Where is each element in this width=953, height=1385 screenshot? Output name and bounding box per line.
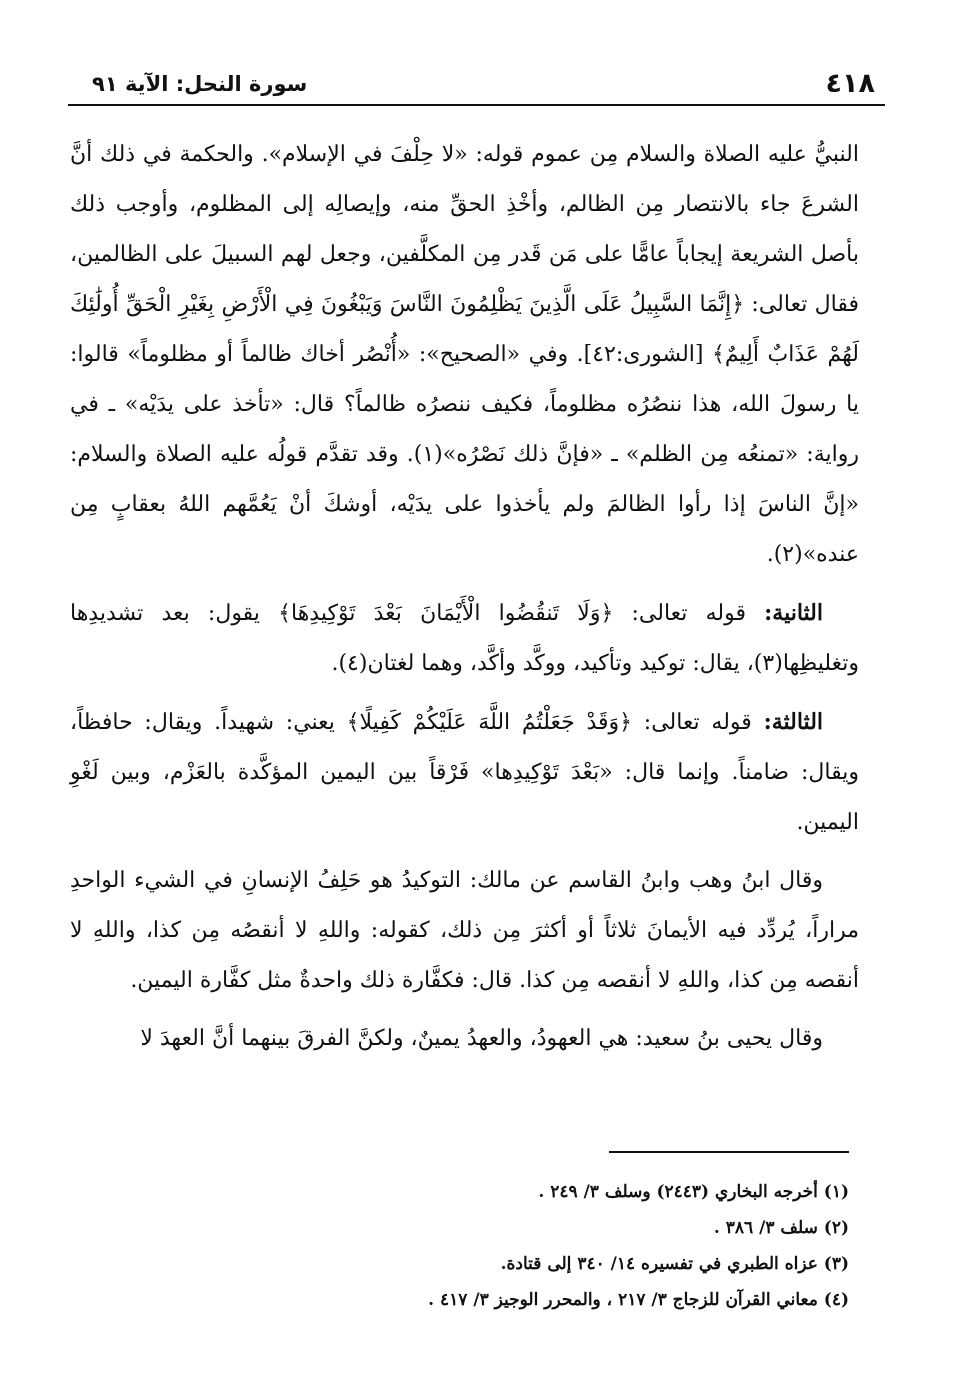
paragraph-4 [70,856,859,1006]
page-header [68,66,885,106]
footnotes [70,1174,849,1318]
paragraph-1-text: النبيُّ عليه الصلاة والسلام مِن عموم قوله: «لا حِلْفَ في الإسلام». والحكمة في ذلك أنَّ الشرعَ جاء بالانتصار مِن الظالم، وأخْذِ الحقِّ منه، وإيصالِه إلى المظلوم، وأوجب ذلك بأصل الشريعة إيجاباً عامًّا على مَن قَدر مِن المكلَّفين، وجعل لهم السبيلَ على الظالمين، فقال تعالى: ﴿إِنَّمَا السَّبِيلُ عَلَى الَّذِينَ يَظْلِمُونَ النَّاسَ وَيَبْغُونَ فِي الْأَرْضِ بِغَيْرِ الْحَقِّ أُولَٰئِكَ لَهُمْ عَذَابٌ أَلِيمٌ﴾ [الشورى:٤٢]. وفي «الصحيح»: «أُنْصُر أخاك ظالماً أو مظلوماً» قالوا: يا رسولَ الله، هذا ننصُرُه مظلوماً، فكيف ننصرُه ظالماً؟ قال: «تأخذ على يدَيْه» ـ في رواية: «تمنعُه مِن الظلم» ـ «فإنَّ ذلك نَصْرُه»(١). وقد تقدَّم قولُه عليه الصلاة والسلام: «إنَّ الناسَ إذا رأوا الظالمَ ولم يأخذوا على يدَيْه، أوشكَ أنْ يَعُمَّهم اللهُ بعقابٍ مِن عنده»(٢). [70,142,859,567]
paragraph-5-text: وقال يحيى بنُ سعيد: هي العهودُ، والعهدُ يمينٌ، ولكنَّ الفرقَ بينهما أنَّ العهدَ لا [140,1026,823,1051]
section-label-third: الثالثة: [763,709,824,735]
main-text [70,130,859,1064]
page-number: ٤١٨ [825,68,875,99]
paragraph-5 [70,1014,859,1064]
section-label-second: الثانية: [764,600,823,626]
running-title: سورة النحل: الآية ٩١ [92,72,308,96]
paragraph-2-text: قوله تعالى: ﴿وَلَا تَنقُضُوا الْأَيْمَانَ بَعْدَ تَوْكِيدِهَا﴾ يقول: بعد تشديدِها وتغليظِها(٣)، يقال: توكيد وتأكيد، ووكَّد وأكَّد، وهما لغتان(٤). [70,601,859,676]
footnote-2: (٢) سلف ٣/ ٣٨٦ . [713,1218,849,1238]
footnote-4: (٤) معاني القرآن للزجاج ٣/ ٢١٧ ، والمحرر الوجيز ٣/ ٤١٧ . [428,1290,849,1310]
paragraph-3-text: قوله تعالى: ﴿وَقَدْ جَعَلْتُمُ اللَّهَ عَلَيْكُمْ كَفِيلًا﴾ يعني: شهيداً. ويقال: حافظاً، ويقال: ضامناً. وإنما قال: «بَعْدَ تَوْكِيدِها» فَرْقاً بين اليمين المؤكَّدة بالعَزْم، وبين لَغْوِ اليمين. [70,710,859,835]
paragraph-2 [70,588,859,689]
footnote-3: (٣) عزاه الطبري في تفسيره ١٤/ ٣٤٠ إلى قتادة. [500,1254,849,1274]
footnote-separator [609,1151,849,1153]
paragraph-3 [70,697,859,848]
footnote-1: (١) أخرجه البخاري (٢٤٤٣) وسلف ٣/ ٢٤٩ . [538,1182,849,1202]
paragraph-1 [70,130,859,580]
paragraph-4-text: وقال ابنُ وهب وابنُ القاسم عن مالك: التوكيدُ هو حَلِفُ الإنسانِ في الشيء الواحدِ مراراً، يُردِّد فيه الأيمانَ ثلاثاً أو أكثرَ مِن ذلك، كقوله: واللهِ لا أنقصُه مِن كذا، واللهِ لا أنقصه مِن كذا، واللهِ لا أنقصه مِن كذا. قال: فكفَّارة ذلك واحدةٌ مثل كفَّارة اليمين. [70,868,859,993]
